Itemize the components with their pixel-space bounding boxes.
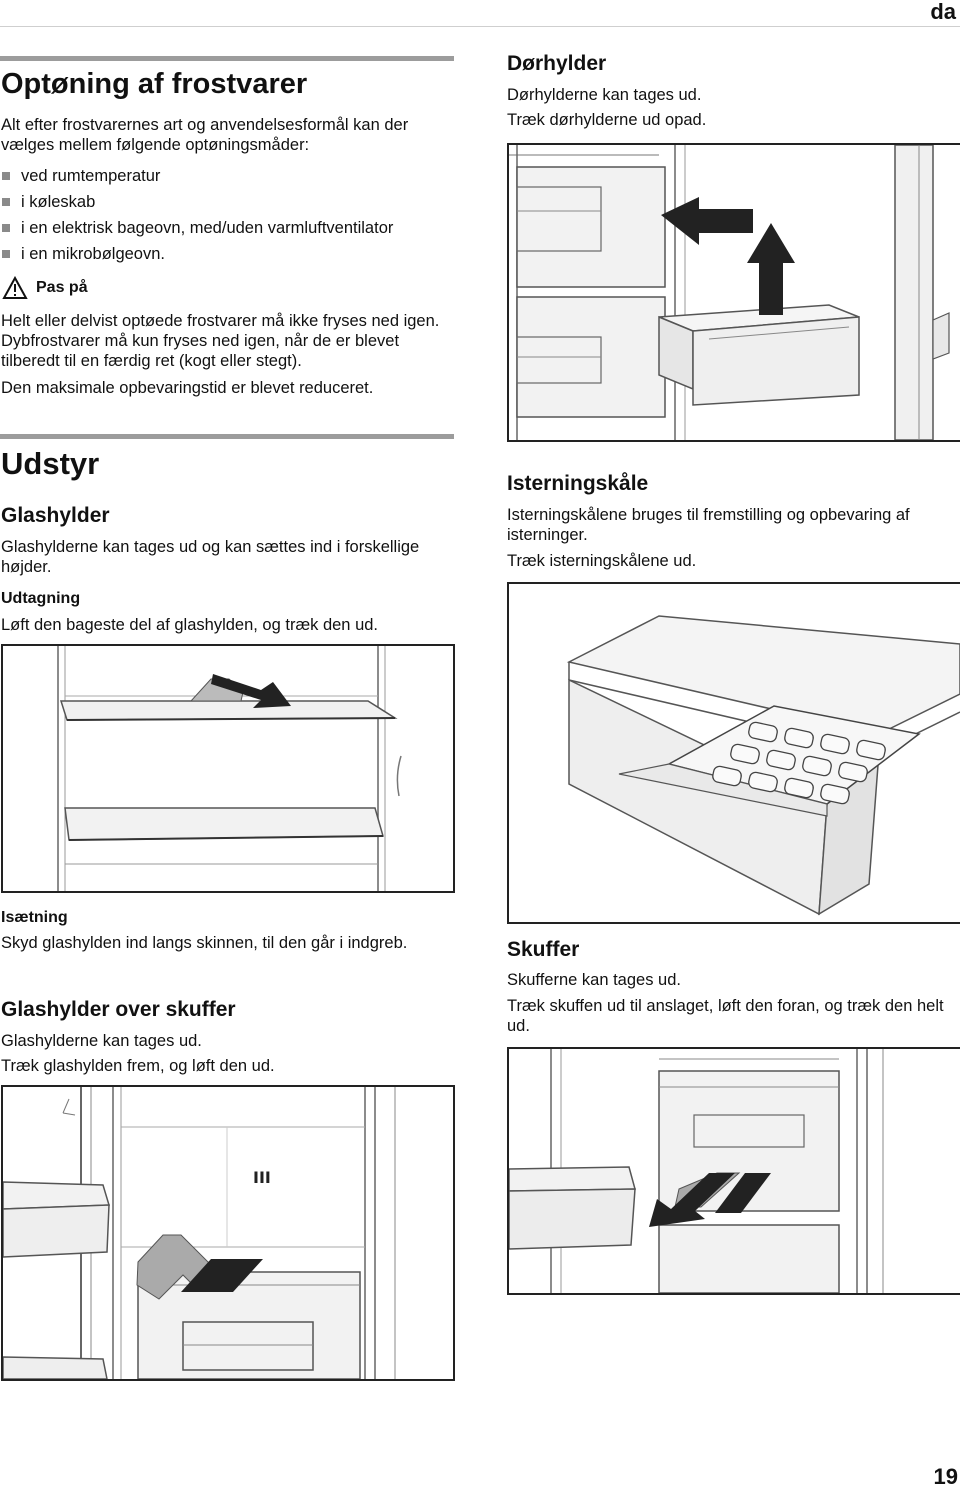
- door-shelves-line2: Træk dørhylderne ud opad.: [507, 111, 707, 129]
- bullet-icon: [2, 198, 10, 206]
- glass-shelf-removal-figure: [1, 644, 455, 893]
- glass-shelf-removal-illustration: [3, 646, 453, 891]
- thaw-title: Optøning af frostvarer: [1, 68, 308, 100]
- language-label: da: [930, 0, 956, 24]
- ice-trays-figure: [507, 582, 960, 924]
- removal-text: Løft den bageste del af glashylden, og træk den ud.: [1, 616, 379, 634]
- door-shelves-figure: [507, 143, 960, 442]
- drawers-line1: Skufferne kan tages ud.: [507, 971, 681, 989]
- ice-trays-title: Isterningskåle: [507, 472, 649, 495]
- language-tab: [0, 0, 960, 24]
- shelf-level-mark: III: [253, 1168, 271, 1187]
- door-shelves-illustration: [509, 145, 960, 440]
- thaw-intro: Alt efter frostvarernes art og anvendelsesformål kan der vælges mellem følgende optøningsmåder:: [1, 116, 409, 154]
- glass-over-drawers-line1: Glashylderne kan tages ud.: [1, 1032, 202, 1050]
- glass-shelves-text: Glashylderne kan tages ud og kan sættes ind i forskellige højder.: [1, 538, 420, 576]
- page-number: 19: [933, 1464, 958, 1489]
- list-item: i en mikrobølgeovn.: [1, 241, 453, 267]
- header-rule: [0, 26, 960, 27]
- drawers-figure: [507, 1047, 960, 1295]
- removal-title: Udtagning: [1, 590, 81, 607]
- drawers-illustration: [509, 1049, 960, 1293]
- caution-text: Helt eller delvist optøede frostvarer må ikke fryses ned igen. Dybfrostvarer må kun fryses ned igen, når de er blevet tilberedt til en færdig ret (kogt eller stegt).: [1, 312, 440, 370]
- glass-over-drawers-figure: [1, 1085, 455, 1381]
- glass-over-drawers-line2: Træk glashylden frem, og løft den ud.: [1, 1057, 275, 1075]
- section-rule: [0, 56, 454, 61]
- bullet-icon: [2, 250, 10, 258]
- glass-over-drawers-title: Glashylder over skuffer: [1, 998, 236, 1021]
- door-shelves-title: Dørhylder: [507, 52, 607, 75]
- door-shelves-line1: Dørhylderne kan tages ud.: [507, 86, 702, 104]
- bullet-icon: [2, 172, 10, 180]
- insert-title: Isætning: [1, 909, 68, 926]
- list-item: i køleskab: [1, 189, 453, 215]
- storage-text: Den maksimale opbevaringstid er blevet reduceret.: [1, 379, 374, 397]
- list-item: ved rumtemperatur: [1, 163, 453, 189]
- insert-text: Skyd glashylden ind langs skinnen, til den går i indgreb.: [1, 934, 408, 952]
- glass-over-drawers-illustration: [3, 1087, 453, 1379]
- ice-trays-text: Isterningskålene bruges til fremstilling og opbevaring af isterninger.: [507, 506, 910, 544]
- warning-icon: [2, 276, 28, 300]
- caution-heading: [2, 276, 88, 300]
- glass-shelves-title: Glashylder: [1, 504, 110, 527]
- drawers-line2: Træk skuffen ud til anslaget, løft den foran, og træk den helt ud.: [507, 997, 944, 1035]
- ice-trays-line2: Træk isterningskålene ud.: [507, 552, 697, 570]
- bullet-icon: [2, 224, 10, 232]
- drawers-title: Skuffer: [507, 938, 580, 961]
- thaw-methods-list: [1, 163, 453, 267]
- section-rule: [0, 434, 454, 439]
- ice-trays-illustration: [509, 584, 960, 922]
- equipment-title: Udstyr: [1, 446, 100, 481]
- list-item: i en elektrisk bageovn, med/uden varmluftventilator: [1, 215, 453, 241]
- caution-label: Pas på: [36, 279, 88, 296]
